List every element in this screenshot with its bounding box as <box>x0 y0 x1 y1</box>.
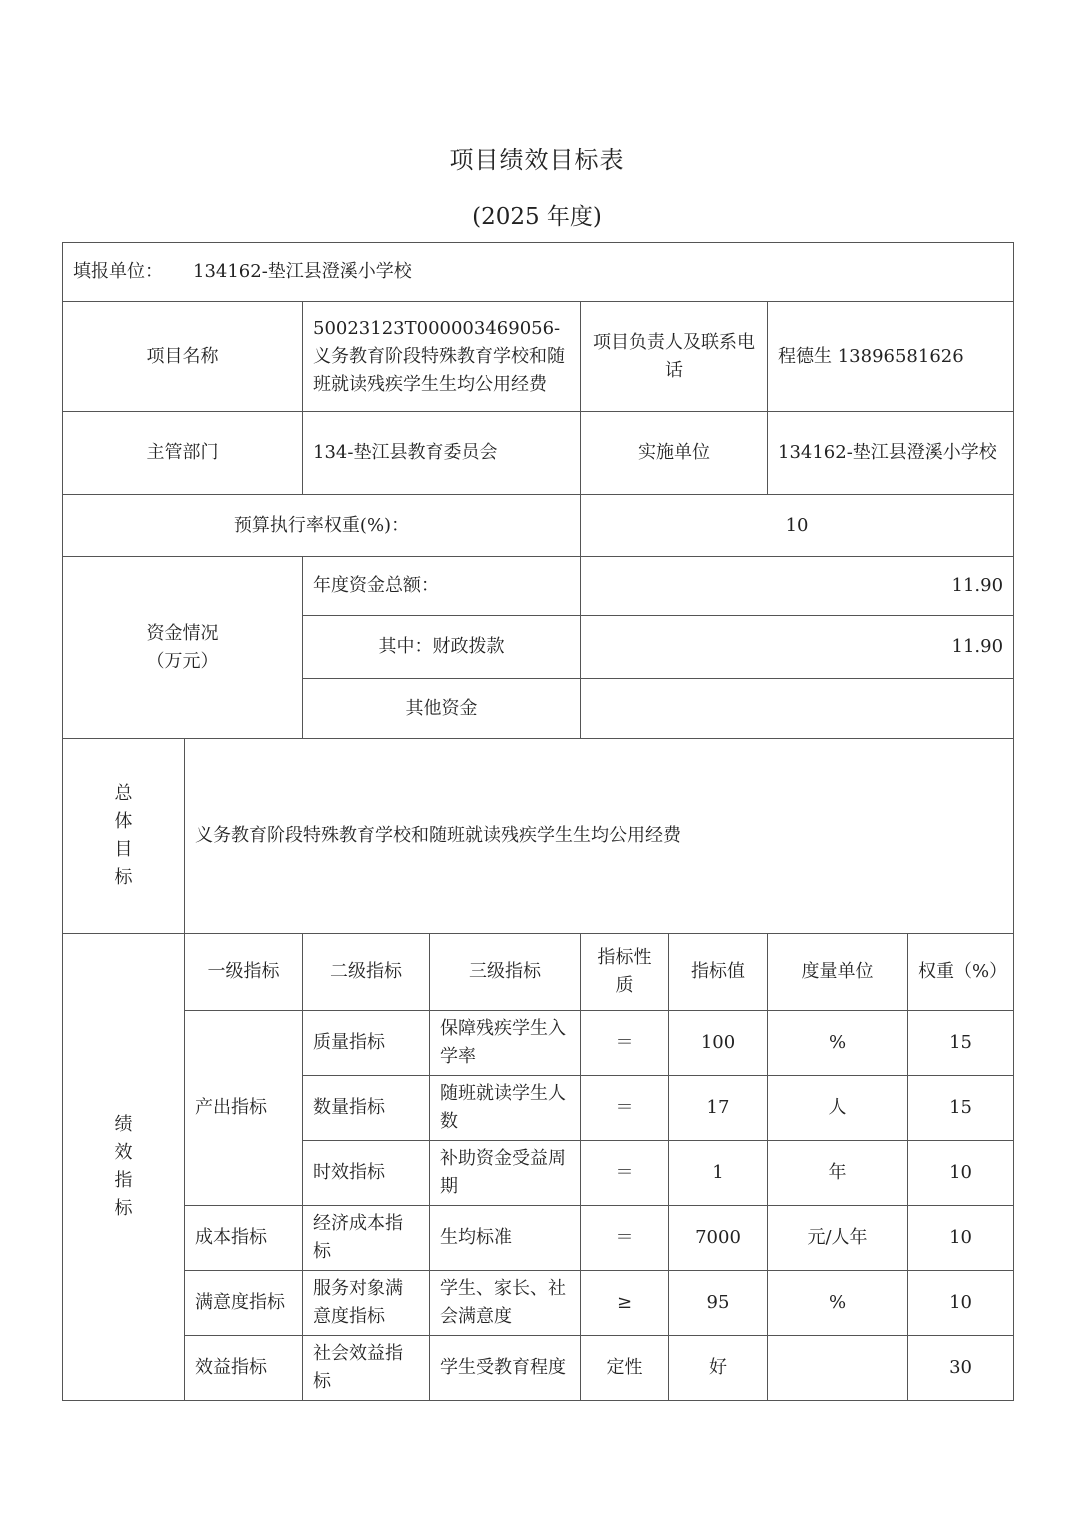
overall-goal-label <box>63 739 185 934</box>
header-level3: 三级指标 <box>430 934 581 1011</box>
indicator-header-row <box>63 934 1014 1011</box>
weight-cell: 15 <box>908 1076 1014 1141</box>
header-weight: 权重（%） <box>908 934 1014 1011</box>
unit-cell: % <box>768 1271 908 1336</box>
level2-cell: 服务对象满意度指标 <box>303 1271 430 1336</box>
level2-cell: 经济成本指标 <box>303 1206 430 1271</box>
level3-cell: 学生受教育程度 <box>430 1336 581 1401</box>
department-row <box>63 412 1014 495</box>
nature-cell: ＝ <box>581 1011 669 1076</box>
funds-total-value: 11.90 <box>581 557 1014 616</box>
weight-cell: 30 <box>908 1336 1014 1401</box>
page-title: 项目绩效目标表 <box>449 146 625 174</box>
funds-total-row <box>63 557 1014 616</box>
header-nature: 指标性质 <box>581 934 669 1011</box>
value-cell: 好 <box>669 1336 768 1401</box>
value-cell: 100 <box>669 1011 768 1076</box>
funds-other-label: 其他资金 <box>303 679 581 739</box>
nature-cell: 定性 <box>581 1336 669 1401</box>
unit-cell: % <box>768 1011 908 1076</box>
level3-cell: 学生、家长、社会满意度 <box>430 1271 581 1336</box>
value-cell: 95 <box>669 1271 768 1336</box>
indicators-label-char: 标 <box>114 1198 133 1219</box>
impl-unit-value: 134162-垫江县澄溪小学校 <box>768 412 1014 495</box>
unit-cell: 年 <box>768 1141 908 1206</box>
budget-rate-label: 预算执行率权重(%)： <box>63 495 581 557</box>
level2-cell: 质量指标 <box>303 1011 430 1076</box>
indicators-label-char: 指 <box>114 1170 133 1191</box>
value-cell: 1 <box>669 1141 768 1206</box>
performance-target-table <box>62 242 1014 1401</box>
level3-cell: 生均标准 <box>430 1206 581 1271</box>
table-row <box>63 1011 1014 1076</box>
table-row <box>63 1336 1014 1401</box>
dept-value: 134-垫江县教育委员会 <box>303 412 581 495</box>
project-contact-value: 程德生 13896581626 <box>768 302 1014 412</box>
fill-unit-label: 填报单位： <box>73 261 163 282</box>
level1-cell: 成本指标 <box>185 1206 303 1271</box>
impl-unit-label: 实施单位 <box>581 412 768 495</box>
level3-cell: 随班就读学生人数 <box>430 1076 581 1141</box>
header-level2: 二级指标 <box>303 934 430 1011</box>
unit-cell: 人 <box>768 1076 908 1141</box>
nature-cell: ＝ <box>581 1141 669 1206</box>
weight-cell: 10 <box>908 1206 1014 1271</box>
unit-cell: 元/人年 <box>768 1206 908 1271</box>
level2-cell: 时效指标 <box>303 1141 430 1206</box>
level2-cell: 数量指标 <box>303 1076 430 1141</box>
weight-cell: 10 <box>908 1271 1014 1336</box>
level2-cell: 社会效益指标 <box>303 1336 430 1401</box>
funds-total-label: 年度资金总额： <box>303 557 581 616</box>
nature-cell: ≥ <box>581 1271 669 1336</box>
header-unit: 度量单位 <box>768 934 908 1011</box>
project-name-row <box>63 302 1014 412</box>
overall-goal-label-char: 目 <box>114 839 133 860</box>
overall-goal-label-char: 标 <box>114 867 133 888</box>
nature-cell: ＝ <box>581 1206 669 1271</box>
weight-cell: 10 <box>908 1141 1014 1206</box>
dept-label: 主管部门 <box>63 412 303 495</box>
overall-goal-row <box>63 739 1014 934</box>
fill-unit-value: 134162-垫江县澄溪小学校 <box>193 261 412 282</box>
weight-cell: 15 <box>908 1011 1014 1076</box>
indicators-label-char: 效 <box>114 1142 133 1163</box>
indicators-label-char: 绩 <box>114 1114 133 1135</box>
nature-cell: ＝ <box>581 1076 669 1141</box>
budget-rate-row <box>63 495 1014 557</box>
value-cell: 17 <box>669 1076 768 1141</box>
overall-goal-label-char: 总 <box>114 783 133 804</box>
page-subtitle-year: (2025 年度) <box>472 204 602 230</box>
funds-label-line2: （万元） <box>146 650 219 672</box>
fill-unit-cell <box>63 243 1014 302</box>
funds-fiscal-value: 11.90 <box>581 616 1014 679</box>
indicators-label <box>63 934 185 1401</box>
project-contact-label: 项目负责人及联系电话 <box>581 302 768 412</box>
fill-unit-row <box>63 243 1014 302</box>
funds-label <box>63 557 303 739</box>
funds-other-value <box>581 679 1014 739</box>
level1-cell: 满意度指标 <box>185 1271 303 1336</box>
budget-rate-value: 10 <box>581 495 1014 557</box>
unit-cell <box>768 1336 908 1401</box>
project-name-value: 50023123T000003469056-义务教育阶段特殊教育学校和随班就读残疾学生生均公用经费 <box>303 302 581 412</box>
table-row <box>63 1206 1014 1271</box>
header-level1: 一级指标 <box>185 934 303 1011</box>
level3-cell: 保障残疾学生入学率 <box>430 1011 581 1076</box>
value-cell: 7000 <box>669 1206 768 1271</box>
funds-fiscal-label: 其中：财政拨款 <box>303 616 581 679</box>
level1-cell: 效益指标 <box>185 1336 303 1401</box>
header-value: 指标值 <box>669 934 768 1011</box>
overall-goal-text: 义务教育阶段特殊教育学校和随班就读残疾学生生均公用经费 <box>185 739 1014 934</box>
table-row <box>63 1271 1014 1336</box>
funds-label-line1: 资金情况 <box>146 622 219 644</box>
level3-cell: 补助资金受益周期 <box>430 1141 581 1206</box>
level1-cell: 产出指标 <box>185 1011 303 1206</box>
overall-goal-label-char: 体 <box>114 811 133 832</box>
project-name-label: 项目名称 <box>63 302 303 412</box>
